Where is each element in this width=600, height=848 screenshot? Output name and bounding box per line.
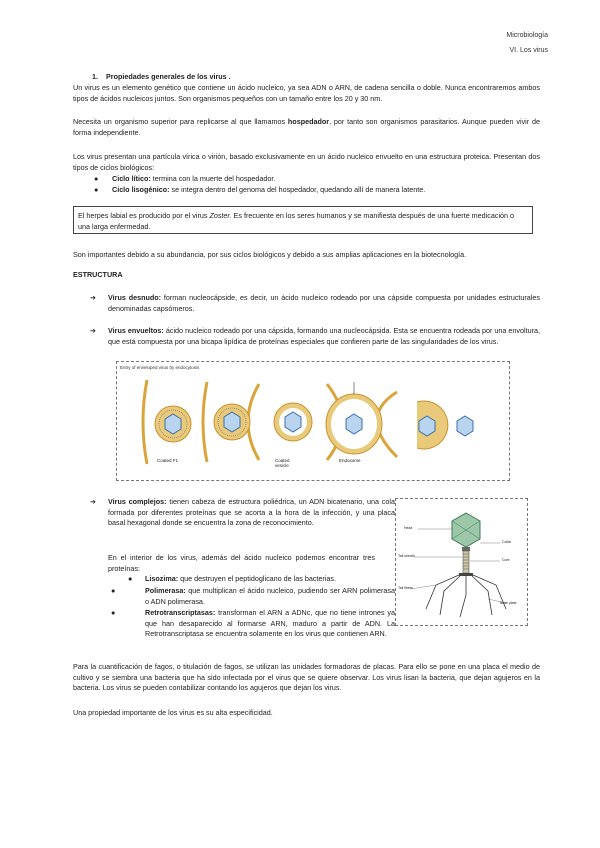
section-title [92,72,231,81]
list-item: ● Lisozima: que destruyen el peptidoglicano de las bacterias. [128,574,336,583]
figure-label: Base plate [500,601,517,605]
list-item: ● Ciclo lítico: termina con la muerte del hospedador. [94,174,276,183]
paragraph-importance: Son importantes debido a su abundancia, por sus ciclos biológicos y debido a sus amplias aplicaciones en la biotecnología. [73,250,467,259]
paragraph-specificity: Una propiedad importante de los virus es su alta especificidad. [73,708,273,717]
list-item: ● Polimerasa: que multiplican el ácido nucleico, pudiendo ser ARN polimerasa o ADN polimerasa. [111,586,395,606]
figure-label: Head [404,526,413,530]
section-title-text: Propiedades generales de los virus . [106,72,231,81]
arrow-icon: ➔ [90,293,97,302]
paragraph-virion: Los virus presentan una partícula vírica o virión, basado exclusivamente en un ácido nucleico envuelto en una estructura proteica. Presentan dos tipos de ciclos biológicos: [73,152,540,172]
paragraph-proteins-intro: En el interior de los virus, además del ácido nucleico podemos encontrar tres proteínas: [108,553,375,573]
paragraph-definition: Un virus es un elemento genético que contiene un ácido nucleico, ya sea ADN o ARN, de cadena sencilla o doble. Nunca encontraremos ambos tipos de ácidos nucleicos juntos. Son organismos pequeños con un tamaño entre los 20 y 30 nm. [73,83,540,103]
list-item: ● Ciclo lisogénico: se integra dentro del genoma del hospedador, quedando allí de manera latente. [94,185,426,194]
figure-label: Collar [502,540,512,544]
figure-label: Coated F1 [157,458,179,463]
bacteriophage-diagram [396,499,527,625]
figure-label: Core [502,558,510,562]
header-unit: VI. Los virus [509,47,548,54]
section-number: 1. [92,72,98,81]
paragraph-phage-titration: Para la cuantificación de fagos, o titulación de fagos, se utilizan las unidades formadoras de placas. Para ello se pone en una placa el medio de cultivo y se siembra una bacteria que ha sido infectada por el virus que se quiere observar. Los virus lisan la bacteria, que dejan agujeros en la bacteria. Los virus se pueden contabilizar contando los agujeros que dejan los virus. [73,662,540,692]
arrow-icon: ➔ [90,497,97,506]
note-box: El herpes labial es producido por el virus Zoster. Es frecuente en los seres humanos y se manifiesta después de una fuerte medicación o una larga enfermedad. [73,206,533,234]
figure-label: Tail fibers [398,586,413,590]
heading-estructura: ESTRUCTURA [73,270,123,279]
header-subject: Microbiología [506,32,548,39]
figure-label: Coated vesicle [275,458,290,468]
paragraph-host: Necesita un organismo superior para replicarse al que llamamos hospedador, por tanto son organismos parasitarios. Aunque pueden vivir de forma independiente. [73,117,541,137]
arrow-icon: ➔ [90,326,97,335]
list-item: ● Retrotranscriptasas: transforman el ARN a ADNc, que no tiene intrones ya que han desaparecido al formarse ARN, maduro a partir de ADN. La Retrotranscriptasa se encuentra solamente en los virus que contienen ARN. [111,608,395,638]
figure-label: Tail sheath [398,554,415,558]
figure-label: Endosome [339,458,361,463]
endocytosis-figure [116,361,510,481]
bacteriophage-figure [395,498,528,626]
figure-caption: Entry of enveloped virus by endocytosis [120,365,200,370]
